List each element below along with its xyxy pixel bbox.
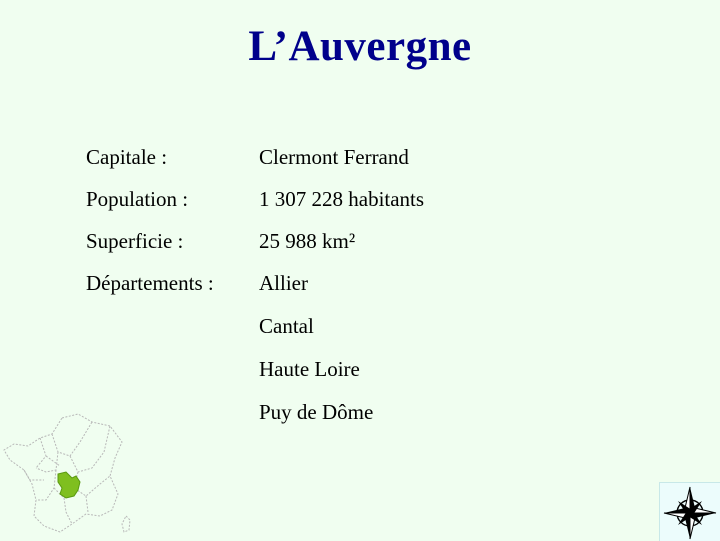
fact-value: 25 988 km² (259, 229, 356, 253)
departement-item: Haute Loire (259, 357, 360, 381)
fact-value: 1 307 228 habitants (259, 187, 425, 211)
departement-item: Puy de Dôme (259, 400, 374, 424)
compass-panel (659, 482, 720, 541)
page-title: L’Auvergne (248, 23, 472, 70)
departement-item: Allier (259, 271, 308, 295)
fact-value: Clermont Ferrand (259, 145, 409, 169)
fact-label: Population : (86, 187, 189, 211)
france-map-icon (0, 412, 145, 540)
fact-label: Superficie : (86, 229, 184, 253)
fact-label: Départements : (86, 271, 214, 295)
departement-item: Cantal (259, 314, 314, 338)
compass-rose-icon (660, 483, 720, 541)
fact-label: Capitale : (86, 145, 168, 169)
